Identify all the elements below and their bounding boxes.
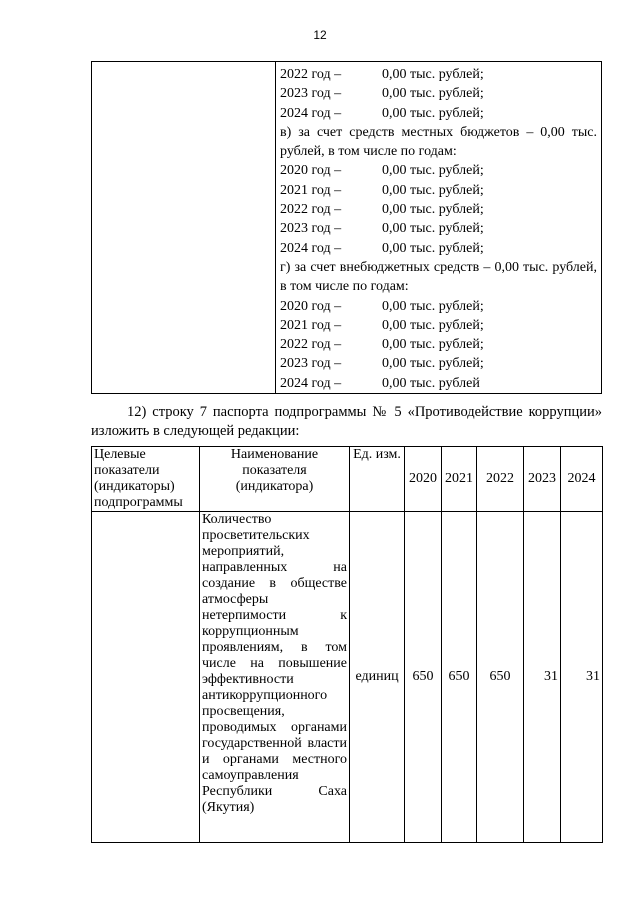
funding-line: 2024 год – 0,00 тыс. рублей; — [280, 105, 484, 121]
value-2020-cell: 650 — [405, 512, 442, 843]
indicator-name-cell: Количество просветительских мероприятий, направленных на создание в обществе атмосферы нетерпимости к коррупционным проявлениям, в том числе на повышение эффективности антикоррупционного просвещения, проводимых органами государственной власти и органами местного самоуправления Республики Саха (Якутия) — [200, 512, 350, 843]
value-2023-cell: 31 — [524, 512, 561, 843]
header-year-2022: 2022 — [477, 447, 524, 512]
header-year-2023: 2023 — [524, 447, 561, 512]
extrabudget-paragraph: г) за счет внебюджетных средств – 0,00 тыс. рублей, в том числе по годам: — [280, 259, 597, 295]
page-number: 12 — [313, 28, 327, 42]
funding-line: 2023 год – 0,00 тыс. рублей; — [280, 356, 484, 372]
funding-line: 2024 год – 0,00 тыс. рублей — [280, 375, 480, 391]
indicators-table — [91, 446, 603, 843]
funding-line: 2021 год – 0,00 тыс. рублей; — [280, 182, 484, 198]
header-unit: Ед. изм. — [350, 447, 405, 512]
value-2021-cell: 650 — [442, 512, 477, 843]
header-year-2020: 2020 — [405, 447, 442, 512]
funding-table — [91, 61, 602, 394]
header-year-2021: 2021 — [442, 447, 477, 512]
value-2022-cell: 650 — [477, 512, 524, 843]
unit-cell: единиц — [350, 512, 405, 843]
header-indicator-name: Наименование показателя (индикатора) — [200, 447, 350, 512]
table-row — [92, 512, 603, 843]
targets-cell — [92, 512, 200, 843]
funding-line: 2022 год – 0,00 тыс. рублей; — [280, 67, 484, 82]
funding-line: 2023 год – 0,00 тыс. рублей; — [280, 86, 484, 102]
funding-line: 2022 год – 0,00 тыс. рублей; — [280, 202, 484, 218]
funding-table-value-cell — [276, 62, 601, 393]
funding-line: 2020 год – 0,00 тыс. рублей; — [280, 298, 484, 314]
table-header-row — [92, 447, 603, 512]
instruction-paragraph: 12) строку 7 паспорта подпрограммы № 5 «Противодействие коррупции» изложить в следующей редакции: — [91, 404, 602, 439]
header-targets: Целевые показатели (индикаторы) подпрограммы — [92, 447, 200, 512]
value-2024-cell: 31 — [561, 512, 603, 843]
local-budget-paragraph: в) за счет средств местных бюджетов – 0,00 тыс. рублей, в том числе по годам: — [280, 124, 597, 160]
funding-line: 2021 год – 0,00 тыс. рублей; — [280, 317, 484, 333]
header-year-2024: 2024 — [561, 447, 603, 512]
funding-line: 2024 год – 0,00 тыс. рублей; — [280, 240, 484, 256]
funding-table-label-cell — [92, 62, 276, 393]
funding-line: 2022 год – 0,00 тыс. рублей; — [280, 337, 484, 353]
funding-line: 2020 год – 0,00 тыс. рублей; — [280, 163, 484, 179]
funding-line: 2023 год – 0,00 тыс. рублей; — [280, 221, 484, 237]
